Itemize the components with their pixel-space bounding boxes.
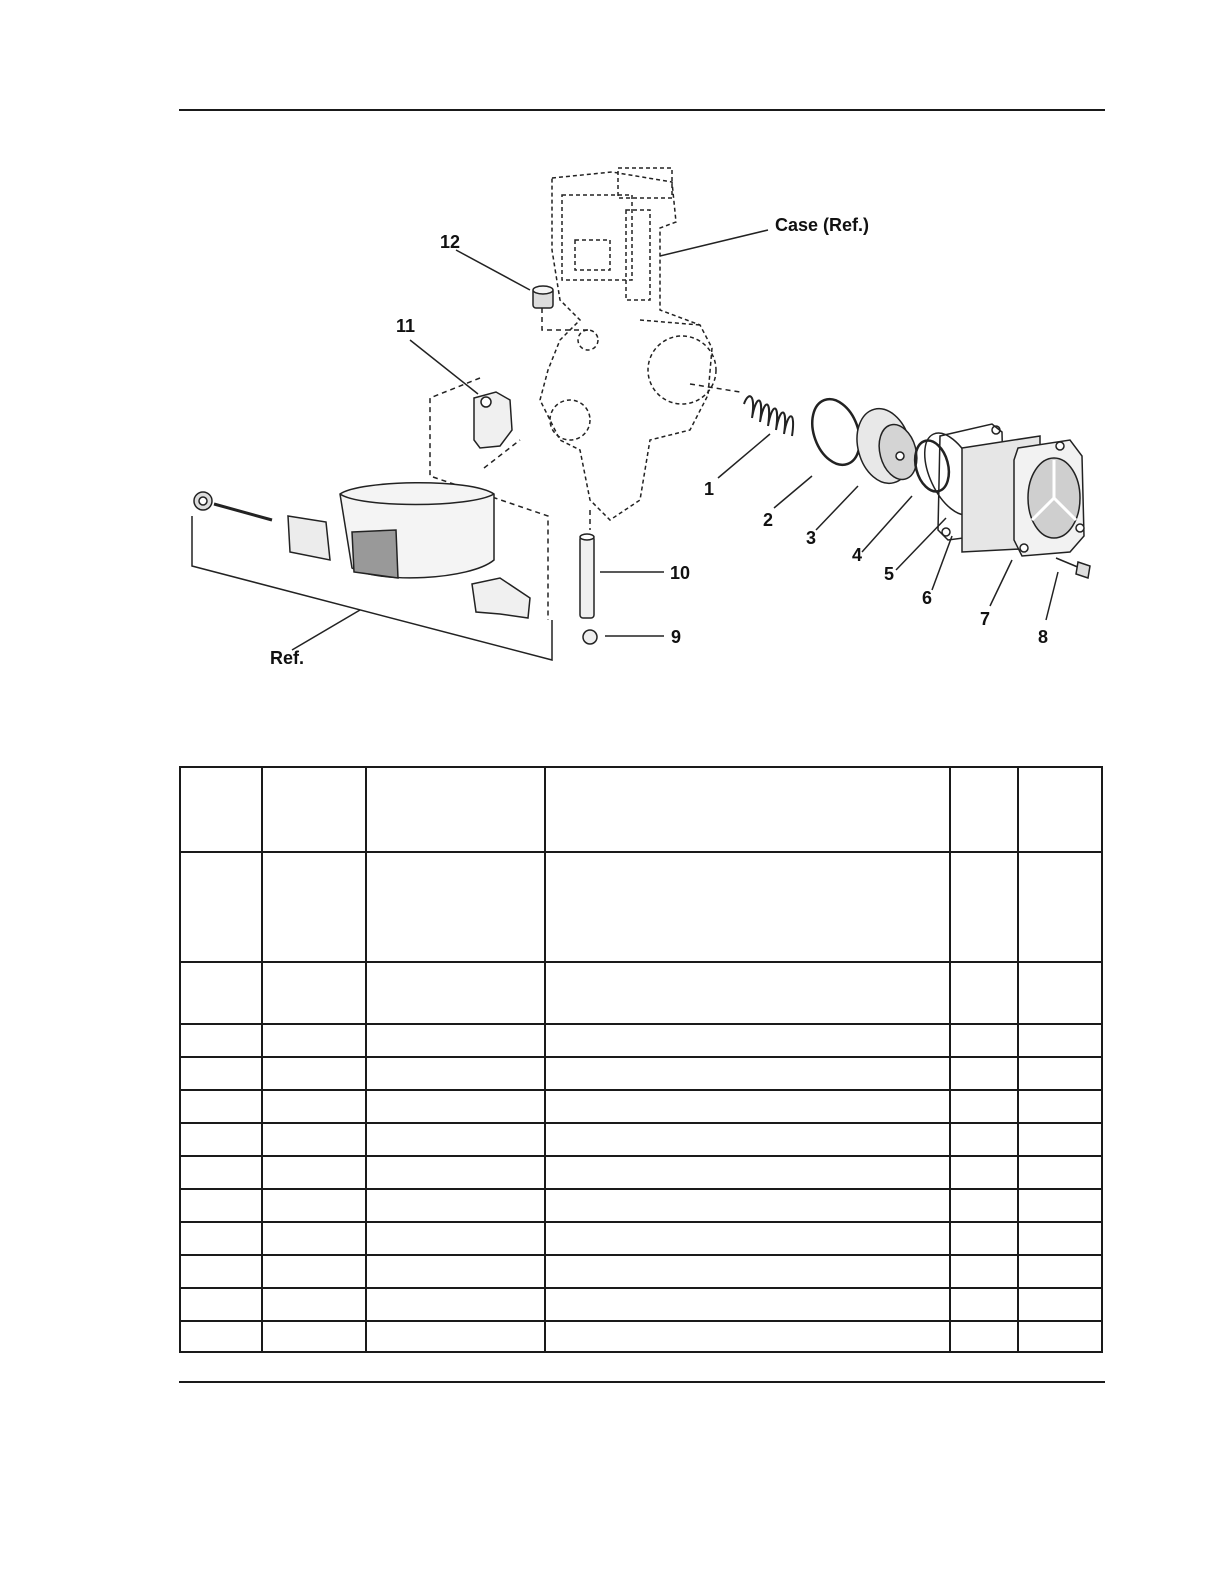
part-7-cover	[962, 436, 1084, 556]
exploded-parts-diagram	[0, 0, 1224, 720]
table-row	[180, 1156, 1102, 1189]
table-cell	[180, 1057, 262, 1090]
table-cell	[1018, 1090, 1102, 1123]
part-8-bolt	[1056, 558, 1090, 578]
table-cell	[545, 767, 950, 852]
table-cell	[180, 1321, 262, 1352]
table-cell	[366, 1222, 545, 1255]
table-cell	[180, 767, 262, 852]
callout-9: 9	[671, 627, 682, 647]
table-cell	[545, 1189, 950, 1222]
table-cell	[366, 962, 545, 1024]
table-cell	[950, 1057, 1018, 1090]
table-row	[180, 852, 1102, 962]
table-cell	[950, 852, 1018, 962]
table-row	[180, 1189, 1102, 1222]
part-11-body	[474, 392, 512, 448]
table-cell	[366, 1288, 545, 1321]
table-cell	[180, 1090, 262, 1123]
footer-rule	[179, 1381, 1105, 1383]
table-cell	[180, 962, 262, 1024]
table-cell	[545, 1024, 950, 1057]
table-cell	[1018, 1057, 1102, 1090]
table-cell	[1018, 1288, 1102, 1321]
table-cell	[262, 1024, 366, 1057]
callout-6: 6	[922, 588, 933, 608]
part-12-plug	[533, 286, 553, 308]
table-cell	[545, 1321, 950, 1352]
table-cell	[1018, 767, 1102, 852]
table-cell	[262, 1321, 366, 1352]
table-cell	[180, 1189, 262, 1222]
table-cell	[366, 1123, 545, 1156]
table-cell	[545, 852, 950, 962]
table-row	[180, 1321, 1102, 1352]
table-row	[180, 1222, 1102, 1255]
table-cell	[1018, 1156, 1102, 1189]
callout-11: 11	[396, 316, 416, 336]
table-cell	[262, 1189, 366, 1222]
part-9-ball	[583, 630, 597, 644]
table-cell	[366, 852, 545, 962]
part-3-piston	[849, 403, 923, 490]
part-4-seal-ring	[910, 437, 954, 496]
table-cell	[366, 1255, 545, 1288]
table-cell	[950, 1189, 1018, 1222]
table-cell	[950, 1024, 1018, 1057]
table-cell	[545, 1255, 950, 1288]
table-cell	[545, 1288, 950, 1321]
table-cell	[366, 1156, 545, 1189]
table-cell	[1018, 1255, 1102, 1288]
table-cell	[262, 962, 366, 1024]
table-cell	[1018, 962, 1102, 1024]
table-cell	[1018, 1321, 1102, 1352]
table-cell	[262, 1123, 366, 1156]
table-cell	[262, 1090, 366, 1123]
table-cell	[1018, 1123, 1102, 1156]
table-cell	[950, 962, 1018, 1024]
table-cell	[366, 1057, 545, 1090]
table-cell	[950, 1090, 1018, 1123]
table-cell	[1018, 1189, 1102, 1222]
table-cell	[366, 1090, 545, 1123]
band-assembly-ref	[194, 483, 530, 618]
table-cell	[180, 1024, 262, 1057]
table-cell	[262, 1288, 366, 1321]
callout-3: 3	[806, 528, 817, 548]
callout-10: 10	[670, 563, 691, 583]
table-cell	[366, 1321, 545, 1352]
table-cell	[950, 1123, 1018, 1156]
callout-12: 12	[440, 232, 461, 252]
table-cell	[1018, 1024, 1102, 1057]
callout-4: 4	[852, 545, 863, 565]
table-row	[180, 1288, 1102, 1321]
leader-lines	[292, 230, 1058, 650]
table-row	[180, 962, 1102, 1024]
callout-2: 2	[763, 510, 774, 530]
table-row	[180, 1123, 1102, 1156]
table-cell	[545, 1222, 950, 1255]
table-cell	[545, 1090, 950, 1123]
table-row	[180, 767, 1102, 852]
table-cell	[950, 1321, 1018, 1352]
table-row	[180, 1255, 1102, 1288]
table-cell	[545, 1156, 950, 1189]
table-cell	[262, 1156, 366, 1189]
table-cell	[545, 1123, 950, 1156]
callout-7: 7	[980, 609, 991, 629]
case-ref-label: Case (Ref.)	[775, 215, 870, 235]
callout-1: 1	[704, 479, 715, 499]
table-row	[180, 1024, 1102, 1057]
table-cell	[950, 1255, 1018, 1288]
table-cell	[950, 767, 1018, 852]
ref-label: Ref.	[270, 648, 305, 668]
table-cell	[545, 962, 950, 1024]
table-cell	[950, 1156, 1018, 1189]
table-cell	[366, 1024, 545, 1057]
table-cell	[180, 1156, 262, 1189]
table-row	[180, 1057, 1102, 1090]
part-10-pin	[580, 534, 594, 618]
table-cell	[366, 767, 545, 852]
table-cell	[1018, 852, 1102, 962]
table-cell	[950, 1288, 1018, 1321]
table-cell	[262, 1222, 366, 1255]
table-cell	[180, 1255, 262, 1288]
table-cell	[262, 1255, 366, 1288]
table-cell	[180, 852, 262, 962]
callout-8: 8	[1038, 627, 1049, 647]
table-cell	[180, 1288, 262, 1321]
table-cell	[262, 1057, 366, 1090]
table-cell	[180, 1123, 262, 1156]
table-cell	[366, 1189, 545, 1222]
parts-list-table	[179, 766, 1103, 1353]
table-cell	[1018, 1222, 1102, 1255]
table-cell	[950, 1222, 1018, 1255]
table-cell	[262, 767, 366, 852]
case-body-dashed	[540, 168, 716, 520]
table-cell	[262, 852, 366, 962]
table-row	[180, 1090, 1102, 1123]
part-1-spring	[744, 396, 793, 436]
table-cell	[180, 1222, 262, 1255]
callout-5: 5	[884, 564, 895, 584]
table-cell	[545, 1057, 950, 1090]
